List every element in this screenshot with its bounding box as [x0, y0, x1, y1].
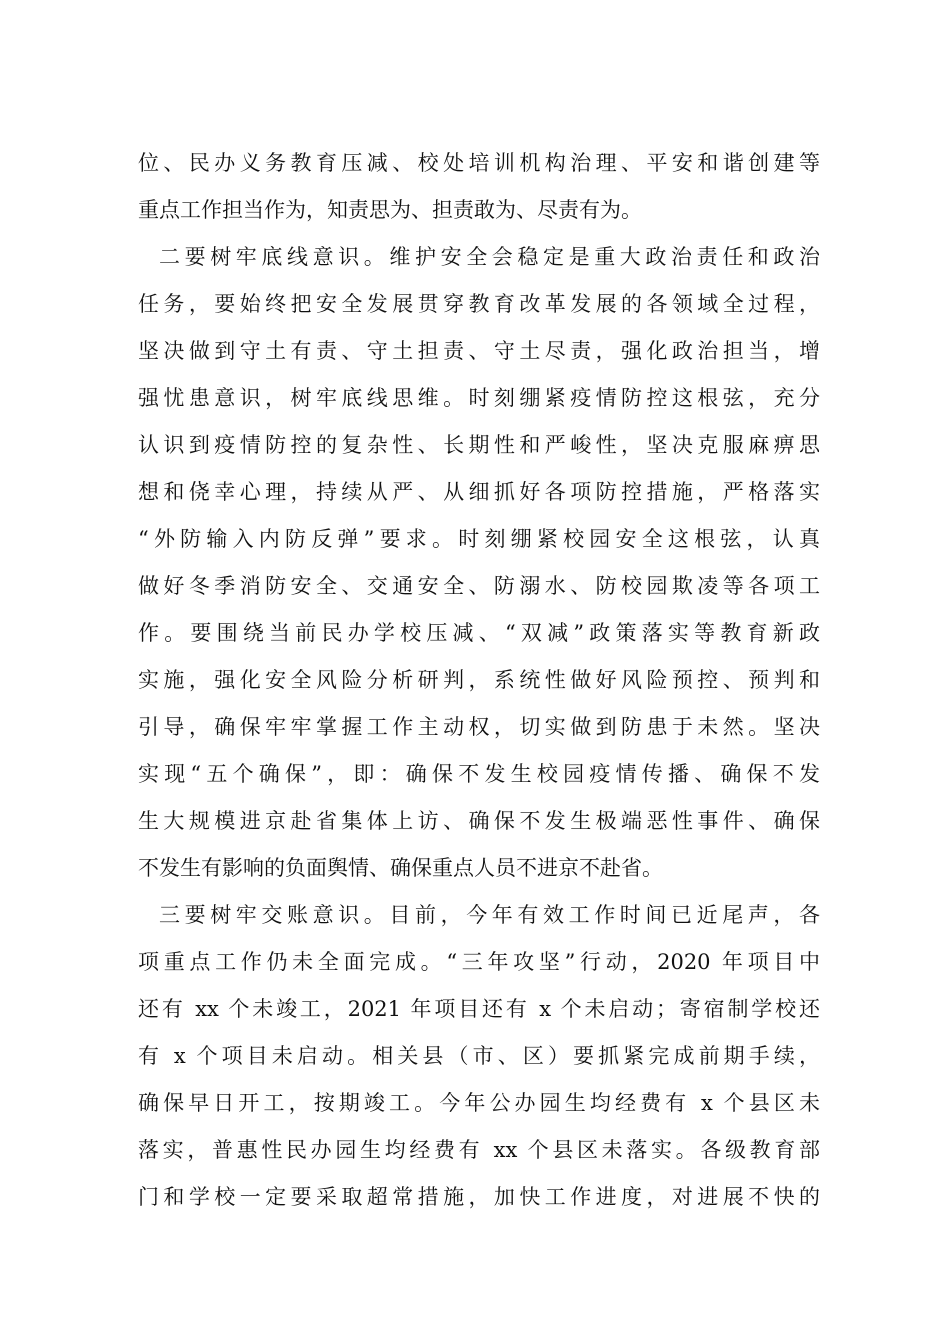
text-line: 还有 xx 个未竣工，2021 年项目还有 x 个未启动；寄宿制学校还 — [138, 997, 820, 1021]
text-line: 实施，强化安全风险分析研判，系统性做好风险预控、预判和 — [138, 668, 820, 692]
text-line: “外防输入内防反弹”要求。时刻绷紧校园安全这根弦，认真 — [138, 527, 820, 551]
text-line: 位、民办义务教育压减、校处培训机构治理、平安和谐创建等 — [138, 151, 820, 175]
text-line: 强忧患意识，树牢底线思维。时刻绷紧疫情防控这根弦，充分 — [138, 386, 820, 410]
text-line: 引导，确保牢牢掌握工作主动权，切实做到防患于未然。坚决 — [138, 715, 820, 739]
paragraph-2 — [138, 234, 820, 892]
text-line: 有 x 个项目未启动。相关县（市、区）要抓紧完成前期手续， — [138, 1044, 820, 1068]
text-line: 实现“五个确保”，即：确保不发生校园疫情传播、确保不发 — [138, 762, 820, 786]
text-line: 做好冬季消防安全、交通安全、防溺水、防校园欺凌等各项工 — [138, 574, 820, 598]
text-line: 任务，要始终把安全发展贯穿教育改革发展的各领域全过程， — [138, 292, 820, 316]
text-line: 门和学校一定要采取超常措施，加快工作进度，对进展不快的 — [138, 1185, 820, 1209]
paragraph-3 — [138, 892, 820, 1221]
text-line: 二要树牢底线意识。维护安全会稳定是重大政治责任和政治 — [159, 245, 820, 269]
paragraph-1 — [138, 140, 820, 234]
text-line: 确保早日开工，按期竣工。今年公办园生均经费有 x 个县区未 — [138, 1091, 820, 1115]
text-line: 重点工作担当作为，知责思为、担责敢为、尽责有为。 — [138, 198, 642, 222]
text-line: 三要树牢交账意识。目前，今年有效工作时间已近尾声，各 — [159, 903, 820, 927]
text-line: 作。要围绕当前民办学校压减、“双减”政策落实等教育新政 — [138, 621, 820, 645]
text-line: 生大规模进京赴省集体上访、确保不发生极端恶性事件、确保 — [138, 809, 820, 833]
text-line: 项重点工作仍未全面完成。“三年攻坚”行动，2020 年项目中 — [138, 950, 820, 974]
text-line: 认识到疫情防控的复杂性、长期性和严峻性，坚决克服麻痹思 — [138, 433, 820, 457]
text-line: 想和侥幸心理，持续从严、从细抓好各项防控措施，严格落实 — [138, 480, 820, 504]
body-text — [138, 140, 820, 1221]
text-line: 落实，普惠性民办园生均经费有 xx 个县区未落实。各级教育部 — [138, 1138, 820, 1162]
text-line: 不发生有影响的负面舆情、确保重点人员不进京不赴省。 — [138, 856, 663, 880]
text-line: 坚决做到守土有责、守土担责、守土尽责，强化政治担当，增 — [138, 339, 820, 363]
